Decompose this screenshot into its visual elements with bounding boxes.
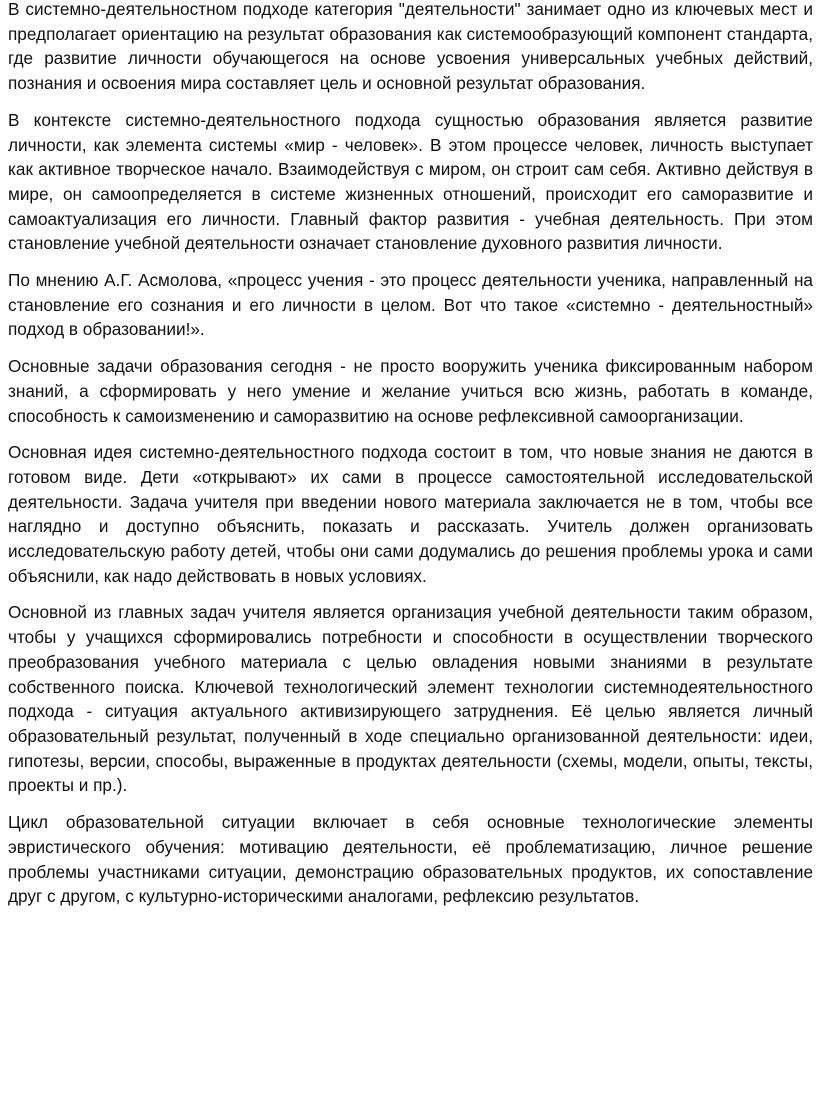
paragraph-teacher-tasks: Основной из главных задач учителя является организация учебной деятельности таким образом, чтобы у учащихся сформировались потребности и способности в осуществлении творческого преобразования учебного материала с целью овладения новыми знаниями в результате собственного поиска. Ключевой технологический элемент технологии системнодеятельностного подхода - ситуация актуального активизирующего затруднения. Её целью является личный образовательный результат, полученный в ходе специально организованной деятельности: идеи, гипотезы, версии, способы, выраженные в продуктах деятельности (схемы, модели, опыты, тексты, проекты и пр.). bbox=[8, 602, 813, 796]
paragraph-education-tasks: Основные задачи образования сегодня - не просто вооружить ученика фиксированным набором знаний, а сформировать у него умение и желание учиться всю жизнь, работать в команде, способность к самоизменению и саморазвитию на основе рефлексивной самоорганизации. bbox=[8, 356, 813, 426]
paragraph-learning-cycle: Цикл образовательной ситуации включает в себя основные технологические элементы эвристического обучения: мотивацию деятельности, её проблематизацию, личное решение проблемы участниками ситуации, демонстрацию образовательных продуктов, их сопоставление друг с другом, с культурно-историческими аналогами, рефлексию результатов. bbox=[8, 812, 813, 907]
paragraph-personality-development: В контексте системно-деятельностного подхода сущностью образования является развитие личности, как элемента системы «мир - человек». В этом процессе человек, личность выступает как активное творческое начало. Взаимодействуя с миром, он строит сам себя. Активно действуя в мире, он самоопределяется в системе жизненных отношений, происходит его саморазвитие и самоактуализация его личности. Главный фактор развития - учебная деятельность. При этом становление учебной деятельности означает становление духовного развития личности. bbox=[8, 109, 813, 254]
paragraph-main-idea: Основная идея системно-деятельностного подхода состоит в том, что новые знания не даются в готовом виде. Дети «открывают» их сами в процессе самостоятельной исследовательской деятельности. Задача учителя при введении нового материала заключается не в том, чтобы все наглядно и доступно объяснить, показать и рассказать. Учитель должен организовать исследовательскую работу детей, чтобы они сами додумались до решения проблемы урока и сами объяснили, как надо действовать в новых условиях. bbox=[8, 442, 813, 586]
paragraph-asmolov-quote: По мнению А.Г. Асмолова, «процесс учения - это процесс деятельности ученика, направленный на становление его сознания и его личности в целом. Вот что такое «системно - деятельностный» подход в образовании!». bbox=[8, 270, 813, 340]
paragraph-activity-category: В системно-деятельностном подходе категория "деятельности" занимает одно из ключевых мест и предполагает ориентацию на результат образования как системообразующий компонент стандарта, где развитие личности обучающегося на основе усвоения универсальных учебных действий, познания и освоения мира составляет цель и основной результат образования. bbox=[8, 0, 813, 94]
